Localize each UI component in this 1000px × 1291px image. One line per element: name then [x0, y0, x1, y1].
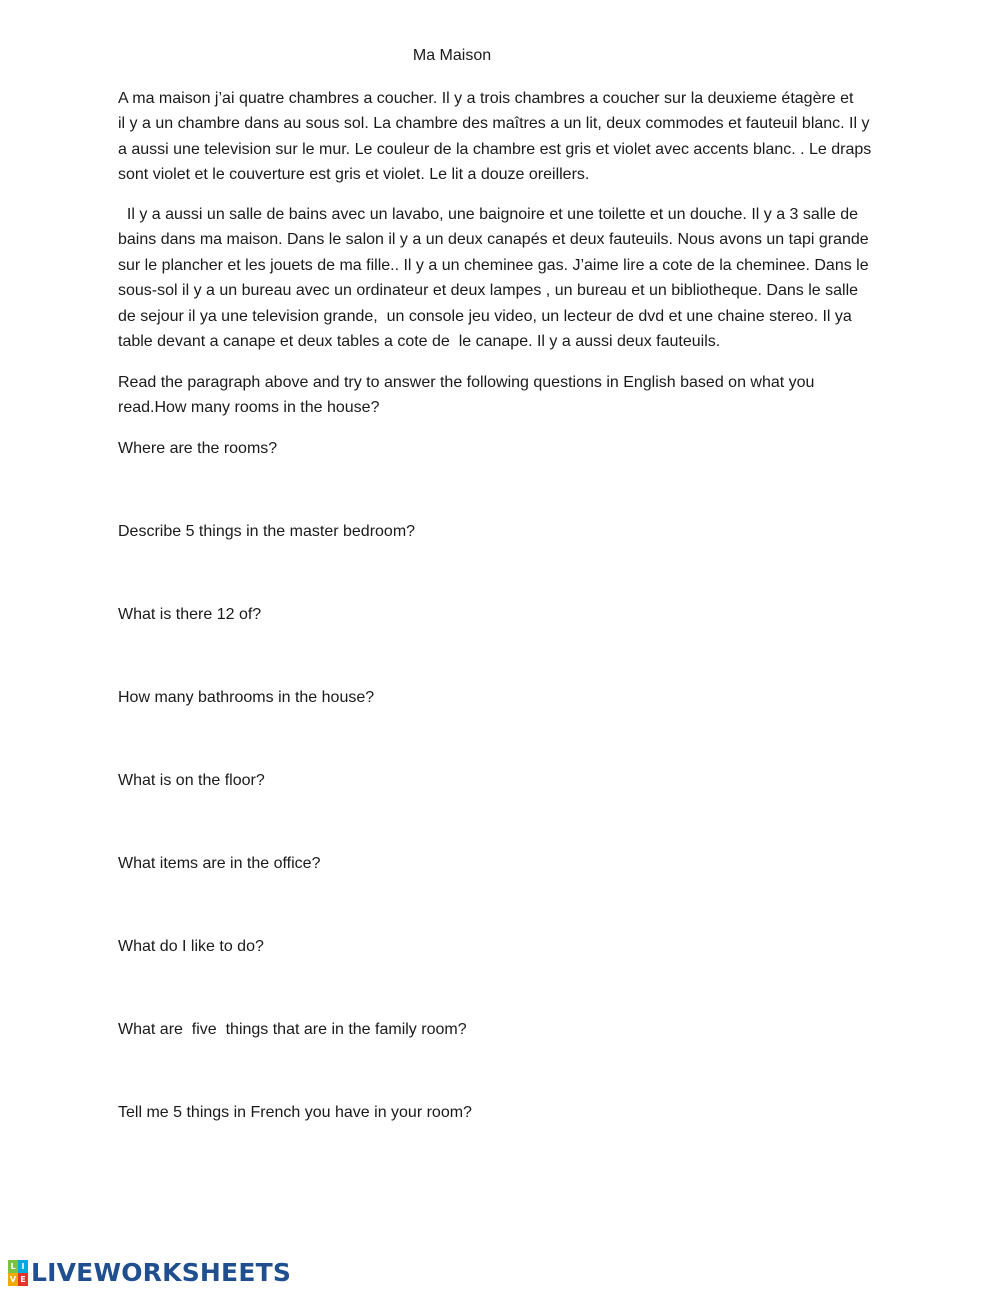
instruction-line: Read the paragraph above and try to answer the following questions in English based on what you — [118, 374, 815, 391]
question-7: What do I like to do? — [118, 938, 264, 955]
paragraph-line: a aussi une television sur le mur. Le couleur de la chambre est gris et violet avec accents blanc. . Le draps — [118, 140, 872, 158]
logo-text: LIVEWORKSHEETS — [31, 1258, 292, 1287]
paragraph-line: bains dans ma maison. Dans le salon il y a un deux canapés et deux fauteuils. Nous avons un tapi grande — [118, 231, 869, 249]
paragraph-rooms — [118, 202, 888, 354]
paragraph-line: A ma maison j’ai quatre chambres a coucher. Il y a trois chambres a coucher sur la deuxieme étagère et — [118, 90, 854, 107]
question-5: What is on the floor? — [118, 772, 265, 789]
paragraph-line: Il y a aussi un salle de bains avec un lavabo, une baignoire et une toilette et un douche. Il y a 3 salle de — [118, 206, 859, 223]
question-2: Describe 5 things in the master bedroom? — [118, 523, 416, 540]
question-3: What is there 12 of? — [118, 606, 262, 623]
paragraph-line: sont violet et le couverture est gris et violet. Le lit a douze oreillers. — [118, 166, 590, 184]
liveworksheets-logo — [8, 1258, 291, 1288]
question-8: What are five things that are in the family room? — [118, 1021, 467, 1038]
paragraph-line: il y a un chambre dans au sous sol. La chambre des maîtres a un lit, deux commodes et fauteuil blanc. Il y — [118, 115, 870, 133]
question-4: How many bathrooms in the house? — [118, 689, 375, 706]
instructions — [118, 370, 888, 421]
question-1: Where are the rooms? — [118, 440, 278, 457]
instruction-line: read.How many rooms in the house? — [118, 399, 380, 417]
liveworksheets-logo-icon: L I V E — [8, 1260, 28, 1286]
question-9: Tell me 5 things in French you have in your room? — [118, 1104, 472, 1121]
paragraph-line: sous-sol il y a un bureau avec un ordinateur et deux lampes , un bureau et un bibliotheque. Dans le salle — [118, 282, 859, 300]
paragraph-line: table devant a canape et deux tables a cote de le canape. Il y a aussi deux fauteuils. — [118, 333, 721, 351]
paragraph-line: sur le plancher et les jouets de ma fille.. Il y a un cheminee gas. J’aime lire a cote de la cheminee. Dans le — [118, 256, 869, 274]
paragraph-line: de sejour il ya une television grande, un console jeu video, un lecteur de dvd et une chaine stereo. Il ya — [118, 307, 852, 325]
paragraph-bedrooms — [118, 86, 888, 188]
question-6: What items are in the office? — [118, 855, 321, 872]
page-title: Ma Maison — [412, 47, 492, 64]
